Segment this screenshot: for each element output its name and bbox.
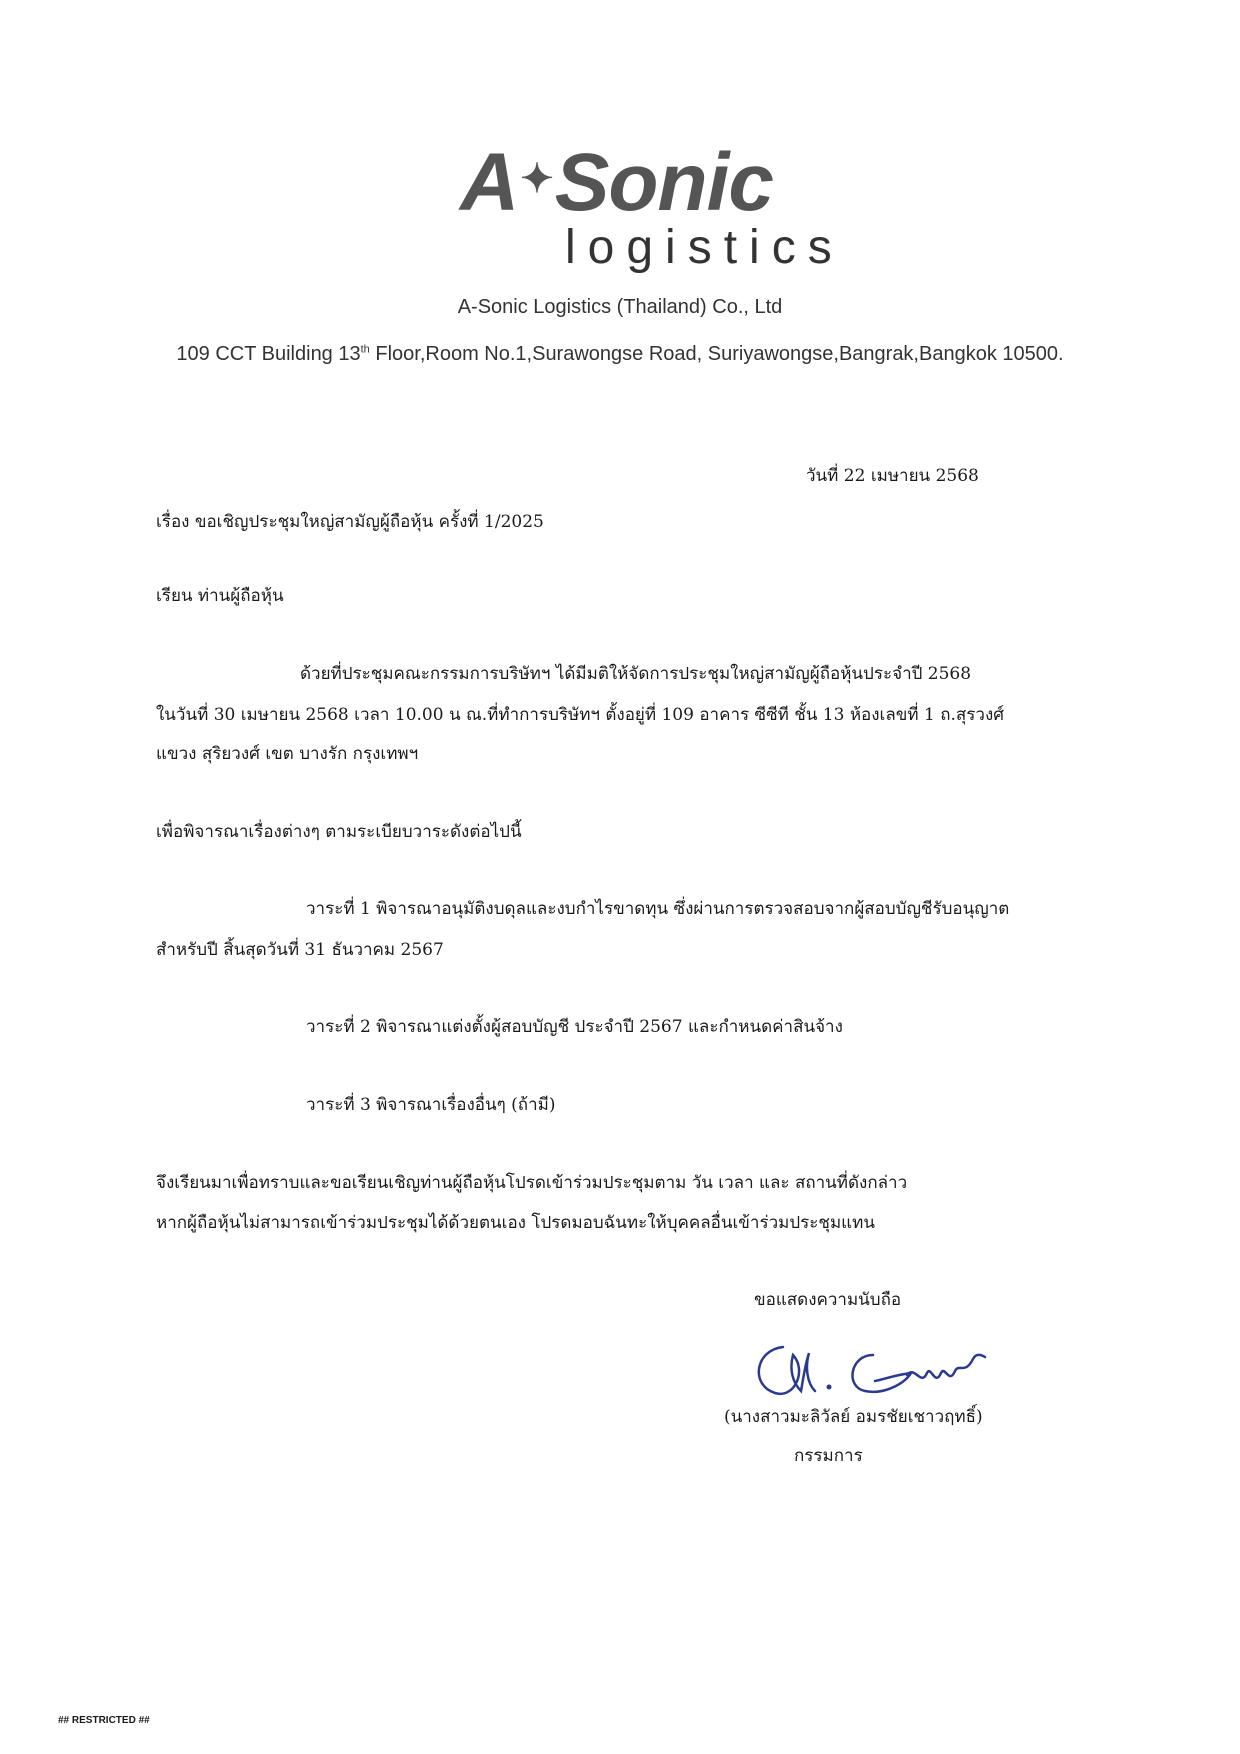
logo-brand-left: A xyxy=(460,137,519,228)
address-pre: 109 CCT Building 13 xyxy=(176,343,361,365)
letter-subject: เรื่อง ขอเชิญประชุมใหญ่สามัญผู้ถือหุ้น ครั้งที่ 1/2025 xyxy=(156,512,544,532)
closing-line: จึงเรียนมาเพื่อทราบและขอเรียนเชิญท่านผู้ถือหุ้นโปรดเข้าร่วมประชุมตาม วัน เวลา และ สถานที่ดังกล่าว xyxy=(156,1173,908,1193)
company-name: A-Sonic Logistics (Thailand) Co., Ltd xyxy=(457,296,783,318)
company-address xyxy=(0,343,1240,366)
agenda-item-1-cont: สำหรับปี สิ้นสุดวันที่ 31 ธันวาคม 2567 xyxy=(156,940,444,960)
logo-brand-right: Sonic xyxy=(554,137,773,228)
agenda-intro: เพื่อพิจารณาเรื่องต่างๆ ตามระเบียบวาระดังต่อไปนี้ xyxy=(156,822,522,842)
logo-star-icon: ✦ xyxy=(520,157,553,201)
agenda-item-3: วาระที่ 3 พิจารณาเรื่องอื่นๆ (ถ้ามี) xyxy=(306,1095,556,1115)
address-post: Floor,Room No.1,Surawongse Road, Suriyawongse,Bangrak,Bangkok 10500. xyxy=(369,343,1064,365)
agenda-item-1: วาระที่ 1 พิจารณาอนุมัติงบดุลและงบกำไรขาดทุน ซึ่งผ่านการตรวจสอบจากผู้สอบบัญชีรับอนุญาต xyxy=(306,899,1010,919)
address-sup: th xyxy=(360,343,370,356)
closing-line: หากผู้ถือหุ้นไม่สามารถเข้าร่วมประชุมได้ด้วยตนเอง โปรดมอบฉันทะให้บุคคลอื่นเข้าร่วมประชุมแทน xyxy=(156,1213,875,1233)
paragraph-line: ในวันที่ 30 เมษายน 2568 เวลา 10.00 น ณ.ที่ทำการบริษัทฯ ตั้งอยู่ที่ 109 อาคาร ซีซีที ชั้น 13 ห้องเลขที่ 1 ถ.สุรวงศ์ xyxy=(156,705,1005,725)
letter-salutation: เรียน ท่านผู้ถือหุ้น xyxy=(156,586,284,606)
restricted-footer: ## RESTRICTED ## xyxy=(58,1715,150,1726)
signatory-name: (นางสาวมะลิวัลย์ อมรชัยเชาวฤทธิ์) xyxy=(724,1407,983,1427)
company-logo xyxy=(460,137,820,228)
regards: ขอแสดงความนับถือ xyxy=(754,1290,902,1310)
signature-image xyxy=(745,1325,1015,1405)
logo-subtitle: logistics xyxy=(565,221,844,274)
letter-date: วันที่ 22 เมษายน 2568 xyxy=(806,466,979,486)
signatory-title: กรรมการ xyxy=(794,1446,863,1466)
agenda-item-2: วาระที่ 2 พิจารณาแต่งตั้งผู้สอบบัญชี ประจำปี 2567 และกำหนดค่าสินจ้าง xyxy=(306,1017,843,1037)
paragraph-line: ด้วยที่ประชุมคณะกรรมการบริษัทฯ ได้มีมติให้จัดการประชุมใหญ่สามัญผู้ถือหุ้นประจำปี 2568 xyxy=(300,664,972,684)
paragraph-line: แขวง สุริยวงศ์ เขต บางรัก กรุงเทพฯ xyxy=(156,744,419,764)
